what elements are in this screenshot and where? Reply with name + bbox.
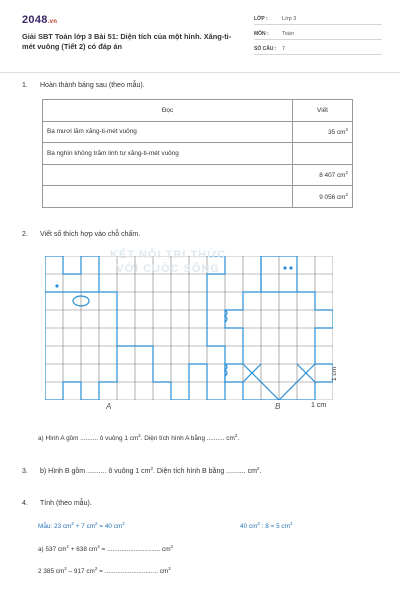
unit-label-side: 1 cm (331, 366, 338, 381)
figure-label-b: B (275, 402, 281, 411)
question-2: 2. Viết số thích hợp vào chỗ chấm. (22, 231, 141, 238)
question-3: 3. b) Hình B gồm .......... ô vuông 1 $cm^2$. Diện tích hình B bằng .......... $cm^2$. (22, 466, 262, 475)
grid-figure (45, 256, 333, 400)
figure-label-a: A (106, 402, 112, 411)
question-1: 1. Hoàn thành bảng sau (theo mẫu). (22, 82, 145, 89)
read-write-table (42, 99, 353, 208)
meta-row-grade: LỚP : Lớp 3 (254, 14, 382, 25)
page-title: Giải SBT Toán lớp 3 Bài 51: Diện tích của một hình. Xăng-ti-mét vuông (Tiết 2) có đáp án (22, 32, 232, 51)
table-row: 8 407 $cm^2$ (43, 164, 353, 186)
dot-mark (289, 266, 292, 269)
square-grid (45, 256, 333, 400)
table-row: Ba nghìn không trăm linh tư xăng-ti-mét vuông (43, 143, 353, 165)
dot-mark (55, 284, 58, 287)
page-header (22, 14, 382, 62)
watermark: KẾT NỐI TRI THỨC VỚI CUỘC SỐNG (110, 249, 227, 275)
site-logo[interactable]: 2048.vn (22, 14, 58, 26)
answer-line-a: a) Hình A gồm .......... ô vuông 1 $cm^2$. Diện tích hình A bằng .......... $cm^2$. (38, 433, 240, 442)
table-row: 9 056 $cm^2$ (43, 186, 353, 208)
dot-mark (283, 266, 286, 269)
exercise-a: a) 537 $cm^2 + 638$ $cm^2$ = .............................. $cm^2$ (38, 544, 174, 553)
table-row: Ba mươi lăm xăng-ti-mét vuông 35 $cm^2$ (43, 121, 353, 143)
sample-addition: Mẫu: 23 $cm^2 + 7$ $cm^2 = 40$ $cm^2$ (38, 521, 125, 530)
divider (0, 72, 400, 73)
question-4: 4. Tính (theo mẫu). (22, 500, 92, 507)
unit-label-bottom: 1 cm (311, 402, 327, 409)
col-write-header: Viết (293, 100, 353, 122)
col-read-header: Đọc (43, 100, 293, 122)
sample-division: 40 $cm^2$ : 8 = 5 $cm^2$ (240, 521, 293, 530)
meta-box (254, 14, 382, 59)
meta-row-count: SỐ CÂU : 7 (254, 44, 382, 55)
meta-row-subject: MÔN : Toán (254, 29, 382, 40)
exercise-b: 2 385 $cm^2 - 917$ $cm^2$ = .............................. $cm^2$ (38, 566, 171, 575)
